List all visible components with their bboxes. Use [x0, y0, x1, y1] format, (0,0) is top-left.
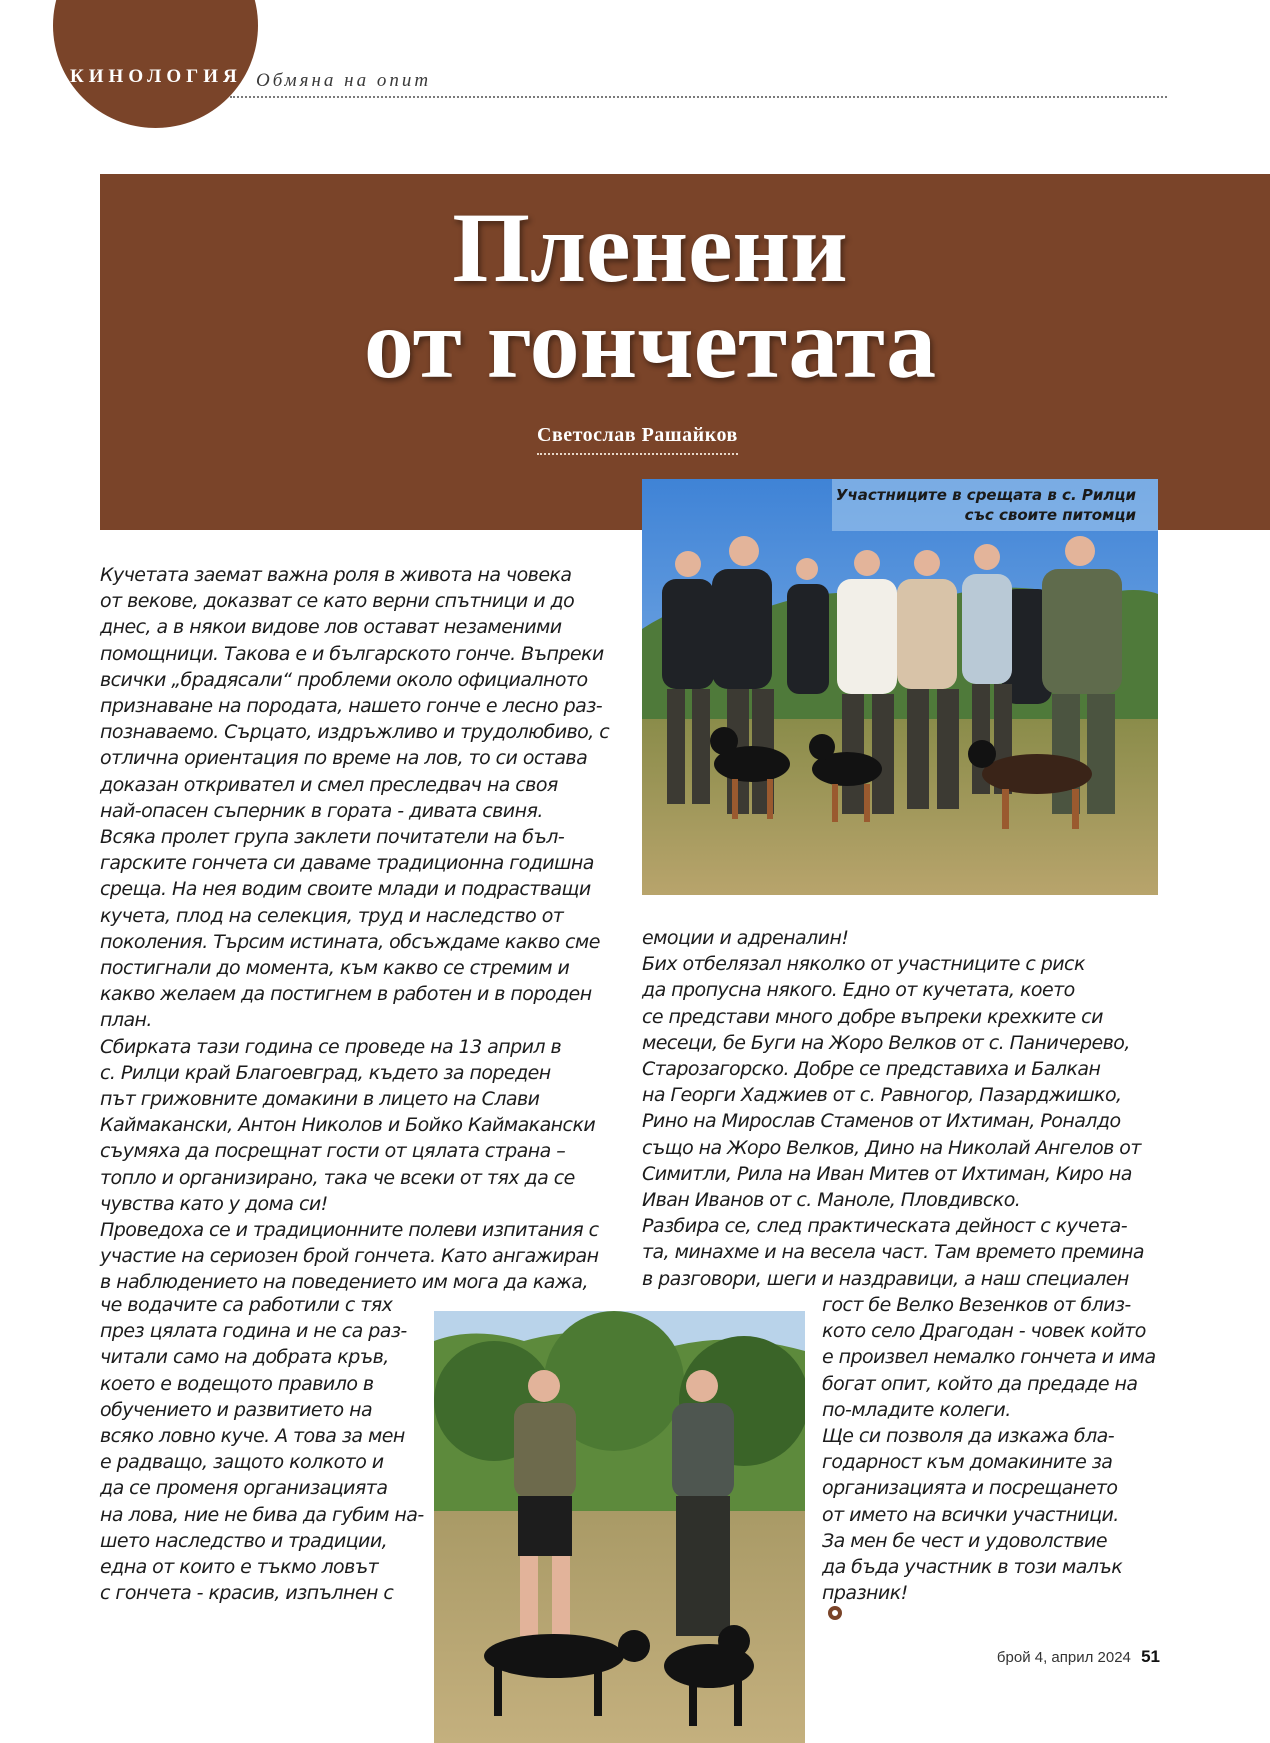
- text-line: да се променя организацията: [100, 1477, 388, 1500]
- text-line: по-младите колеги.: [822, 1398, 1011, 1421]
- page-footer: [997, 1647, 1160, 1667]
- handlers-photo-image: [434, 1311, 805, 1743]
- text-line: в наблюдението на поведението им мога да кажа,: [100, 1271, 589, 1294]
- text-line: най-опасен съперник в гората - дивата свиня.: [100, 799, 543, 822]
- text-line: съумяха да посрещнат гости от цялата страна –: [100, 1140, 566, 1163]
- text-line: участие на сериозен брой гончета. Като ангажиран: [100, 1245, 599, 1268]
- photo-caption: [836, 485, 1136, 525]
- text-line: Проведоха се и традиционните полеви изпитания с: [100, 1219, 599, 1242]
- section-circle-decoration: [53, 0, 258, 128]
- text-line: помощници. Такова е и българското гонче. Въпреки: [100, 642, 604, 665]
- text-line: какво желаем да постигнем в работен и в породен: [100, 983, 592, 1006]
- text-line: което е водещото правило в: [100, 1372, 374, 1395]
- text-line: Ще си позволя да изкажа бла-: [822, 1425, 1115, 1448]
- title-line: Пленени: [452, 192, 848, 303]
- article-title: [100, 192, 1200, 399]
- text-line: да пропусна някого. Едно от кучетата, което: [642, 979, 1075, 1002]
- text-line: гост бе Велко Везенков от близ-: [822, 1294, 1131, 1316]
- text-line: Рино на Мирослав Стаменов от Ихтиман, Роналдо: [642, 1110, 1121, 1133]
- text-line: Симитли, Рила на Иван Митев от Ихтиман, Киро на: [642, 1162, 1132, 1185]
- group-photo: [642, 479, 1158, 895]
- text-line: обучението и развитието на: [100, 1398, 373, 1421]
- text-line: среща. На нея водим своите млади и подрастващи: [100, 878, 591, 901]
- text-line: с. Рилци край Благоевград, където за пореден: [100, 1061, 551, 1084]
- end-of-article-icon: [828, 1606, 842, 1620]
- text-line: Каймакански, Антон Николов и Бойко Каймакански: [100, 1114, 596, 1137]
- text-line: в разговори, шеги и наздравици, а наш специален: [642, 1267, 1129, 1290]
- text-line: чувства като у дома си!: [100, 1192, 328, 1215]
- header-dotted-rule: [230, 96, 1167, 98]
- text-line: през цялата година и не са раз-: [100, 1320, 407, 1343]
- text-line: гарските гончета си даваме традиционна годишна: [100, 852, 594, 875]
- text-line: постигнали до момента, към какво се стремим и: [100, 957, 570, 980]
- text-line: празник!: [822, 1582, 908, 1605]
- text-line: на лова, ние не бива да губим на-: [100, 1503, 424, 1526]
- section-label: КИНОЛОГИЯ: [70, 66, 242, 87]
- text-line: Сбирката тази година се проведе на 13 април в: [100, 1035, 562, 1058]
- article-author: Светослав Рашайков: [537, 424, 738, 455]
- page-number: 51: [1141, 1647, 1160, 1666]
- caption-line: със своите питомци: [964, 506, 1136, 524]
- text-line-final: [822, 1580, 1156, 1620]
- caption-line: Участниците в срещата в с. Рилци: [835, 486, 1136, 504]
- handlers-photo: [434, 1311, 805, 1743]
- text-line: емоции и адреналин!: [642, 927, 849, 949]
- text-line: кучета, плод на селекция, труд и наследство от: [100, 904, 564, 927]
- text-line: днес, а в някои видове лов остават незаменими: [100, 616, 562, 639]
- left-column-text: [100, 562, 609, 1296]
- text-line: месеци, бе Буги на Жоро Велков от с. Паничерево,: [642, 1031, 1130, 1054]
- text-line: на Георги Хаджиев от с. Равногор, Пазарджишко,: [642, 1084, 1122, 1107]
- text-line: богат опит, който да предаде на: [822, 1372, 1138, 1395]
- text-line: отлична ориентация по време на лов, то си остава: [100, 747, 588, 770]
- text-line: шето наследство и традиции,: [100, 1529, 388, 1552]
- left-column-wrap-text: [100, 1292, 424, 1606]
- text-line: да бъда участник в този малък: [822, 1556, 1123, 1579]
- text-line: с гончета - красив, изпълнен с: [100, 1582, 394, 1605]
- text-line: Бих отбелязал няколко от участниците с риск: [642, 953, 1085, 976]
- subsection-label: Обмяна на опит: [256, 70, 432, 91]
- text-line: та, минахме и на весела част. Там времето премина: [642, 1241, 1144, 1264]
- text-line: познаваемо. Сърцато, издръжливо и трудолюбиво, с: [100, 721, 610, 744]
- text-line: доказан откривател и смел преследвач на своя: [100, 773, 558, 796]
- text-line: годарност към домакините за: [822, 1451, 1113, 1474]
- text-line: топло и организирано, така че всеки от тях да се: [100, 1166, 575, 1189]
- text-line: Всяка пролет група заклети почитатели на бъл-: [100, 826, 565, 849]
- right-column-text: [642, 925, 1144, 1292]
- text-line: Разбира се, след практическата дейност с кучета-: [642, 1215, 1127, 1238]
- title-line: от гончетата: [363, 288, 937, 399]
- right-column-wrap-text: [822, 1292, 1156, 1620]
- text-line: също на Жоро Велков, Дино на Николай Ангелов от: [642, 1136, 1141, 1159]
- text-line: За мен бе чест и удоволствие: [822, 1529, 1107, 1552]
- issue-info: брой 4, април 2024: [996, 1649, 1131, 1666]
- text-line: Старозагорско. Добре се представиха и Балкан: [642, 1058, 1101, 1081]
- text-line: е радващо, защото колкото и: [100, 1451, 384, 1474]
- text-line: път грижовните домакини в лицето на Слави: [100, 1088, 540, 1111]
- text-line: от името на всички участници.: [822, 1503, 1119, 1526]
- group-photo-image: [642, 479, 1158, 895]
- text-line: е произвел немалко гончета и има: [822, 1346, 1156, 1369]
- text-line: признаване на породата, нашето гонче е лесно раз-: [100, 695, 603, 718]
- text-line: от векове, доказват се като верни спътници и до: [100, 590, 575, 613]
- text-line: Кучетата заемат важна роля в живота на човека: [100, 564, 572, 586]
- text-line: читали само на добрата кръв,: [100, 1346, 389, 1369]
- text-line: кото село Драгодан - човек който: [822, 1320, 1146, 1343]
- text-line: всички „брадясали“ проблеми около официалното: [100, 668, 588, 691]
- text-line: Иван Иванов от с. Маноле, Пловдивско.: [642, 1189, 1021, 1212]
- text-line: една от които е тъкмо ловът: [100, 1556, 379, 1579]
- text-line: всяко ловно куче. А това за мен: [100, 1425, 405, 1448]
- text-line: план.: [100, 1009, 152, 1032]
- text-line: се представи много добре въпреки крехките си: [642, 1005, 1103, 1028]
- text-line: организацията и посрещането: [822, 1477, 1118, 1500]
- text-line: че водачите са работили с тях: [100, 1294, 393, 1316]
- text-line: поколения. Търсим истината, обсъждаме какво сме: [100, 930, 600, 953]
